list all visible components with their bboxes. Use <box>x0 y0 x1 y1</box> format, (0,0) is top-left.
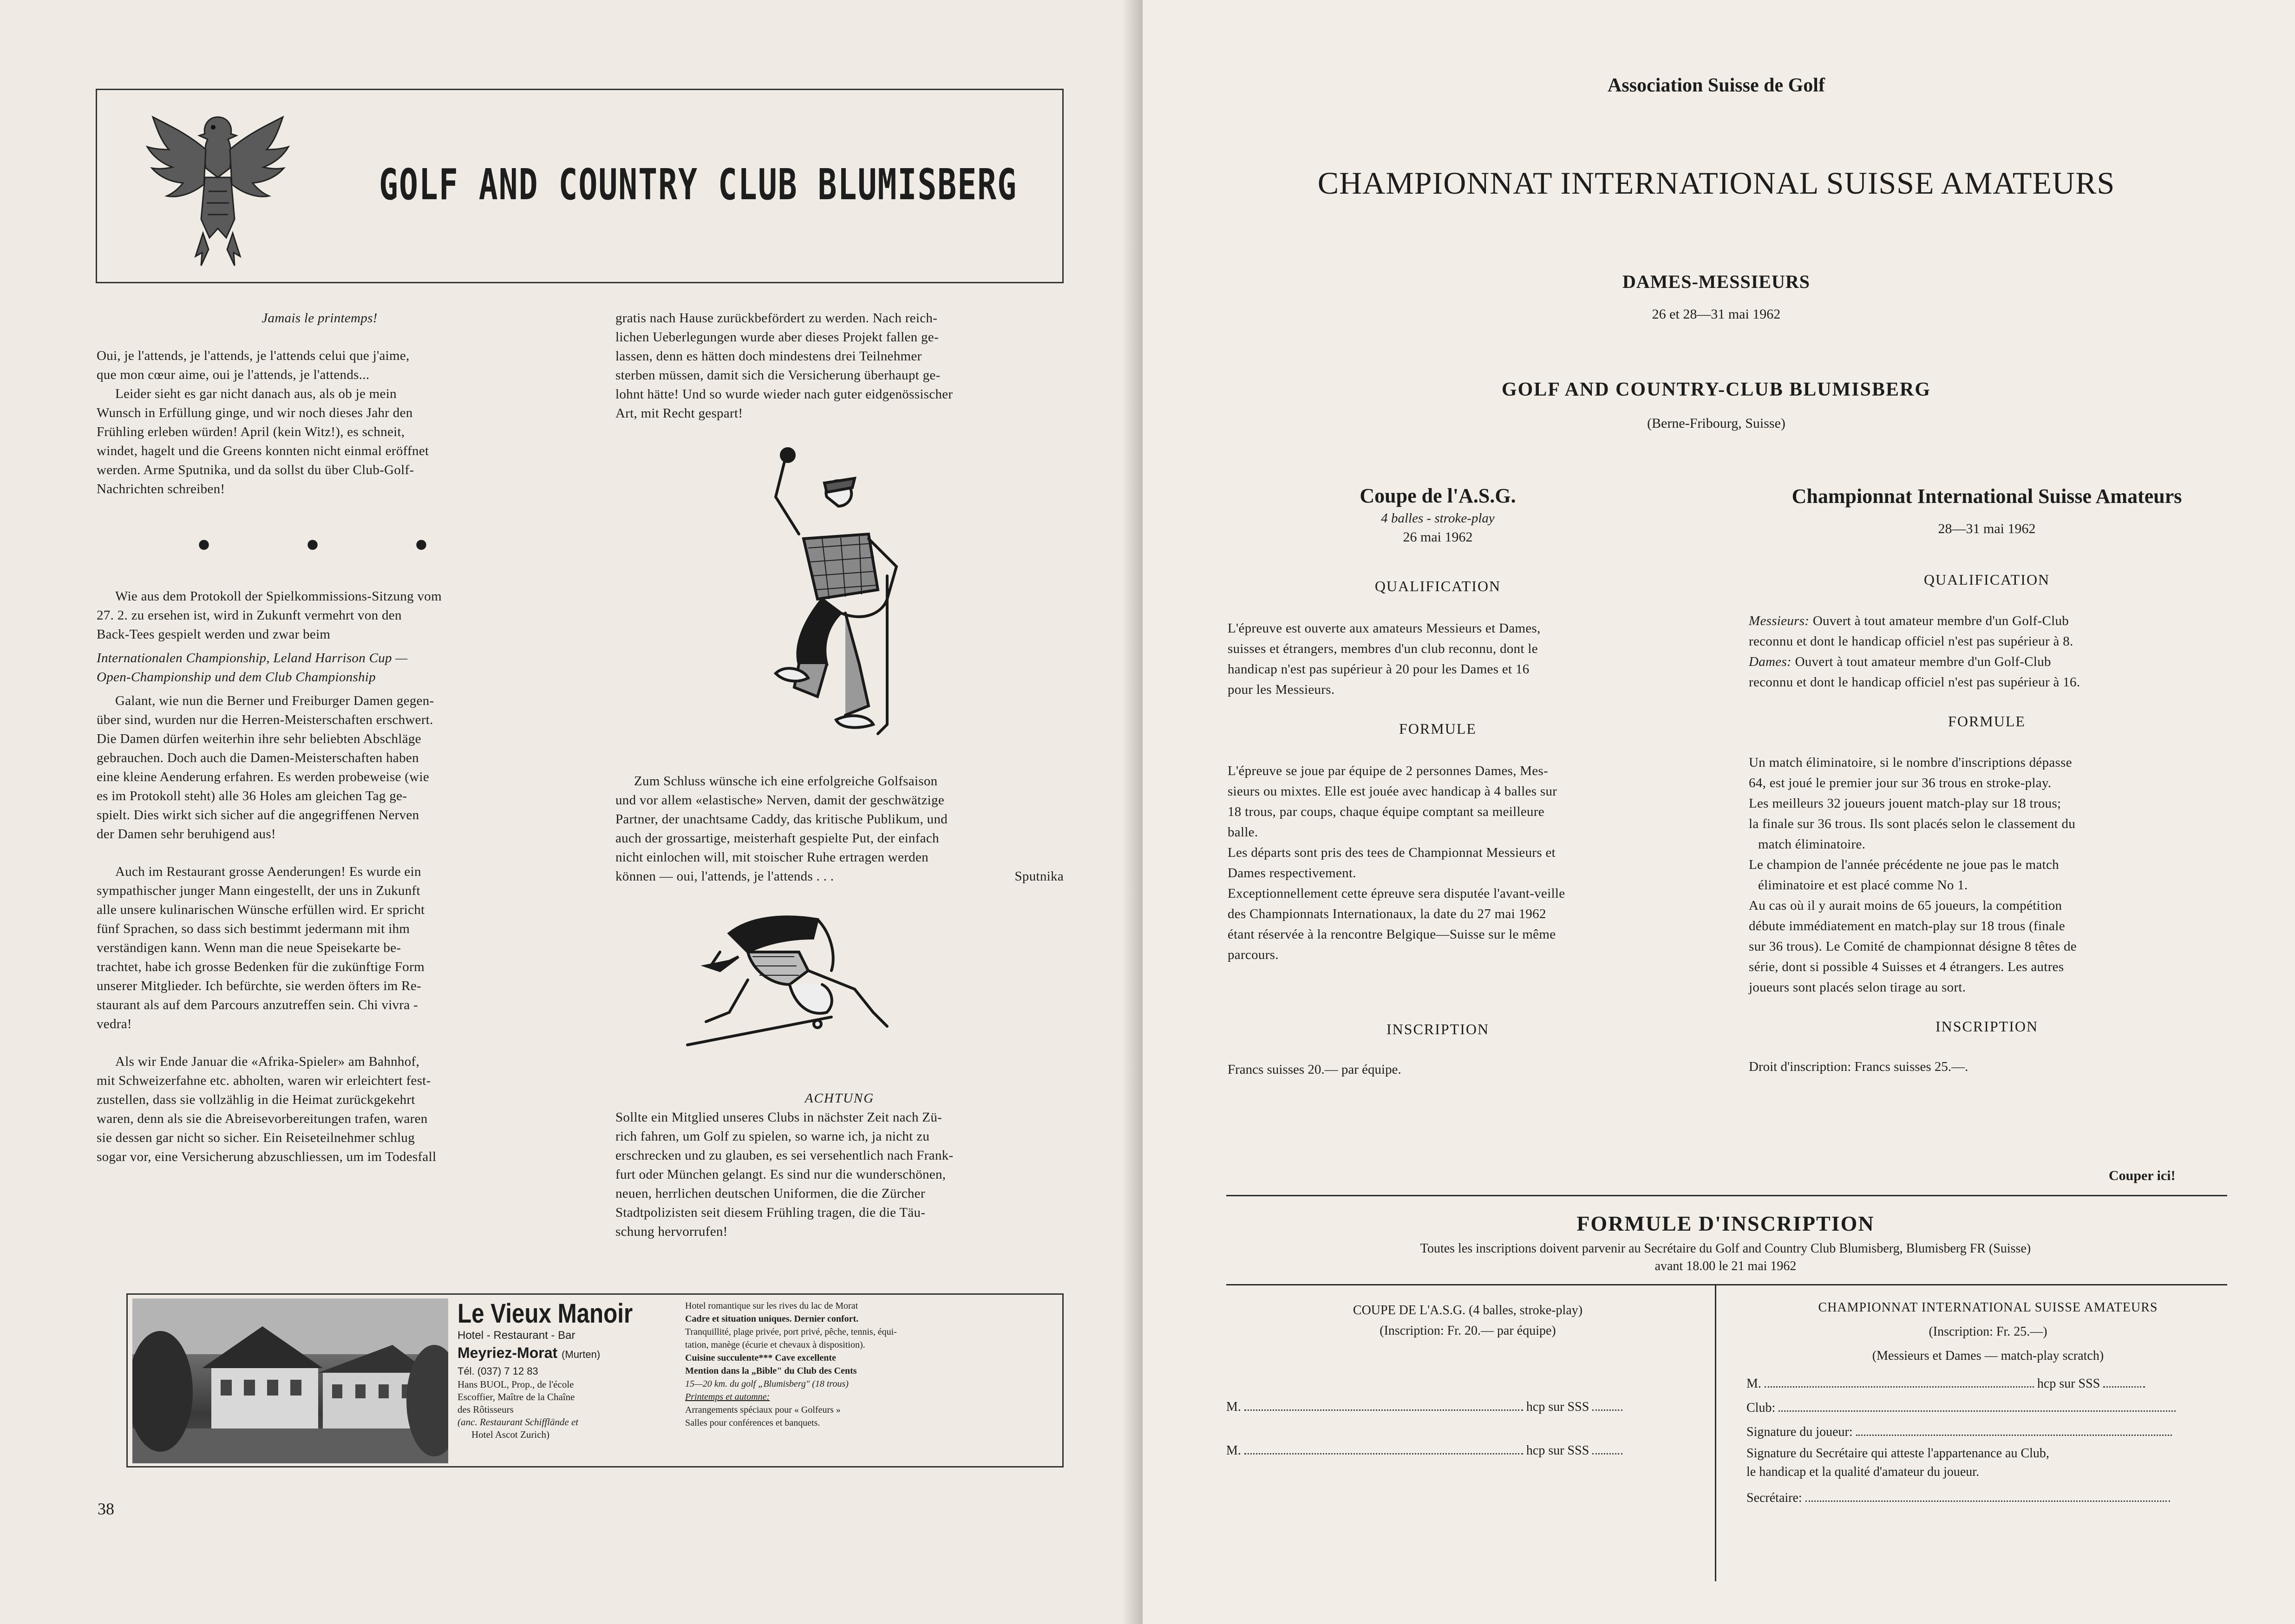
fallen-golfer-cartoon-illustration <box>678 906 966 1063</box>
coupe-subtitle: 4 balles - stroke-play <box>1381 511 1495 526</box>
championnat-inscription-heading: INSCRIPTION <box>1935 1018 2039 1035</box>
left-column-1 <box>97 309 543 1167</box>
golfer-cartoon-illustration <box>748 446 943 743</box>
paragraph: gratis nach Hause zurückbefördert zu werden. Nach reich- lichen Ueberlegungen wurde aber dieses Projekt fallen ge- lassen, denn es hätten doch mindestens drei Teilnehmer sterben müssen, damit sich die Versicherung überhaupt ge- lohnt hätte! Und so wurde wieder nach guter eidgenössischer Art, mit Recht gespart! <box>615 311 953 421</box>
player-1-line[interactable]: M. hcp sur SSS <box>1226 1397 1709 1417</box>
coupe-title: Coupe de l'A.S.G. <box>1360 484 1516 507</box>
championship-title: CHAMPIONNAT INTERNATIONAL SUISSE AMATEURS <box>1317 165 2115 201</box>
page-number: 38 <box>98 1500 114 1518</box>
hotel-description: Hotel romantique sur les rives du lac de Morat Cadre et situation uniques. Dernier confort. Tranquillité, plage privée, port privé, pêche, tennis, équi- tation, manège (écurie et chevaux à disposition). Cuisine succulente*** Cave excellente Mention dans la „Bible" du Club des Cents 15—20 km. du golf „Blumisberg" (18 trous) Printemps et automne: Arrangements spéciaux pour « Golfeurs » Salles pour conférences et banquets. <box>685 1301 897 1428</box>
championnat-title: Championnat International Suisse Amateurs <box>1792 485 2182 508</box>
coupe-date: 26 mai 1962 <box>1403 529 1473 545</box>
association-name: Association Suisse de Golf <box>1608 75 1825 96</box>
championnat-formula-text: Un match éliminatoire, si le nombre d'inscriptions dépasse 64, est joué le premier jour sur 36 trous en stroke-play. Les meilleurs 32 joueurs jouent match-play sur 18 trous; la finale sur 36 trous. Ils sont placés selon le classement du match éliminatoire. Le champion de l'année précédente ne joue pas le match éliminatoire et est placé comme No 1. Au cas où il y aurait moins de 65 joueurs, la compétition débute immédiatement en match-play sur 18 trous (finale sur 36 trous). Le Comité de championnat désigne 8 têtes de série, dont si possible 4 Suisses et 4 étrangers. Les autres joueurs sont placés selon tirage au sort. <box>1749 755 2077 995</box>
form-top-line <box>1226 1284 2227 1285</box>
achtung-heading: ACHTUNG <box>804 1091 875 1106</box>
championnat-column <box>1749 483 2225 1075</box>
championnat-registration-scope: (Messieurs et Dames — match-play scratch) <box>1872 1349 2104 1363</box>
championnat-inscription-text: Droit d'inscription: Francs suisses 25.—. <box>1749 1059 1968 1074</box>
coupe-registration-fee: (Inscription: Fr. 20.— par équipe) <box>1380 1324 1556 1338</box>
coupe-qualification-heading: QUALIFICATION <box>1374 578 1501 594</box>
paragraph: Als wir Ende Januar die «Afrika-Spieler» am Bahnhof, mit Schweizerfahne etc. abholten, waren wir erleichtert fest- zustellen, dass sie vollzählig in die Heimat zurückgekehrt waren, denn als sie die Abreisevorbereitungen trafen, waren sie dessen gar nicht so sicher. Ein Reiseteilnehmer schlug sogar vor, eine Versicherung abzuschliessen, um im Todesfall <box>97 1054 437 1164</box>
closing-paragraph: Zum Schluss wünsche ich eine erfolgreiche Golfsaison und vor allem «elastische» Nerven, damit der geschwätzige Partner, der unachtsame Caddy, das kritische Publikum, und auch der grossartige, meisterhaft gespielte Put, der einfach nicht einlochen will, mit stoischer Ruhe ertragen werden können — oui, l'attends, je l'attends . . . Sputnika <box>615 772 1064 886</box>
venue-region: (Berne-Fribourg, Suisse) <box>1647 416 1785 431</box>
coupe-formula-heading: FORMULE <box>1399 720 1477 737</box>
hotel-type: Hotel - Restaurant - Bar <box>458 1329 575 1342</box>
venue-name: GOLF AND COUNTRY-CLUB BLUMISBERG <box>1501 379 1931 400</box>
player-2-line[interactable]: M. hcp sur SSS <box>1226 1441 1709 1461</box>
hotel-photo <box>132 1298 448 1463</box>
coupe-formula-text: L'épreuve se joue par équipe de 2 personnes Dames, Mes- sieurs ou mixtes. Elle est jouée avec handicap à 4 balles sur 18 trous, par coups, chaque équipe comptant sa meilleure balle. Les départs sont pris des tees de Championnat Messieurs et Dames respectivement. Exceptionnellement cette épreuve sera disputée l'avant-veille des Championnats Internationaux, la date du 27 mai 1962 étant réservée à la rencontre Belgique—Suisse sur le même parcours. <box>1228 763 1565 962</box>
paragraph: Oui, je l'attends, je l'attends, je l'attends celui que j'aime, que mon cœur aime, oui je l'attends, je l'attends... Leider sieht es gar nicht danach aus, als ob je mein Wunsch in Erfüllung ginge, und wir noch dieses Jahr den Frühling erleben würden! April (kein Witz!), es schneit, windet, hagelt und die Greens konnten nicht einmal eröffnet werden. Arme Sputnika, und da sollst du über Club-Golf- Nachrichten schreiben! <box>97 348 429 496</box>
section-dots: • • • <box>196 522 471 568</box>
club-title: GOLF AND COUNTRY CLUB BLUMISBERG <box>379 160 1018 210</box>
registration-form-title: FORMULE D'INSCRIPTION <box>1576 1212 1875 1235</box>
cut-line <box>1226 1195 2227 1196</box>
secretary-signature-line[interactable]: Secrétaire: <box>1746 1486 2230 1510</box>
hotel-owner: Hans BUOL, Prop., de l'école Escoffier, Maître de la Chaîne des Rôtisseurs (anc. Restaurant Schifflände et Hotel Ascot Zurich) <box>458 1379 579 1440</box>
coupe-registration <box>1226 1300 1709 1461</box>
hotel-info: Le Vieux Manoir Hotel - Restaurant - Bar Meyriez-Morat (Murten) Tél. (037) 7 12 83 Hans BUOL, Prop., de l'école Escoffier, Maître de la Chaîne des Rôtisseurs (anc. Restaurant Schifflände et Hotel Ascot Zurich) <box>458 1299 680 1441</box>
player-line[interactable]: M. hcp sur SSS <box>1746 1372 2230 1396</box>
championnat-qualification-text: Messieurs: Ouvert à tout amateur membre d'un Golf-Club reconnu et dont le handicap officiel n'est pas supérieur à 8. Dames: Ouvert à tout amateur membre d'un Golf-Club reconnu et dont le handicap officiel n'est pas supérieur à 16. <box>1749 613 2080 690</box>
eagle-crest-icon <box>144 98 292 275</box>
event-subtitle: DAMES-MESSIEURS <box>1622 271 1810 292</box>
paragraph: Galant, wie nun die Berner und Freiburger Damen gegen- über sind, wurden nur die Herren-Meisterschaften erschwert. Die Damen dürfen weiterhin ihre sehr beliebten Abschläge gebrauchen. Doch auch die Damen-Meisterschaften haben eine kleine Aenderung erfahren. Es werden probeweise (wie es im Protokoll steht) alle 36 Holes am gleichen Tag ge- spielt. Dies wirkt sich sicher auf die angegriffenen Nerven der Damen sehr beruhigend aus! <box>97 693 434 841</box>
signature: Sputnika <box>1014 869 1064 884</box>
championnat-registration <box>1746 1296 2230 1510</box>
paragraph: Auch im Restaurant grosse Aenderungen! Es wurde ein sympathischer junger Mann eingestellt, der uns in Zukunft alle unsere kulinarischen Wünsche erfüllen wird. Er spricht fünf Sprachen, so dass sich bestimmt jedermann mit ihm verständigen kann. Wenn man die neue Speisekarte be- trachtet, habe ich grosse Bedenken für die zukünftige Form unserer Mitglieder. Ich befürchte, sie werden öfters im Re- staurant als auf dem Parcours anzutreffen sein. Chi vivra - vedra! <box>97 864 425 1031</box>
player-signature-line[interactable]: Signature du joueur: <box>1746 1420 2230 1444</box>
coupe-registration-heading: COUPE DE L'A.S.G. (4 balles, stroke-play) <box>1353 1303 1583 1317</box>
secretary-note: Signature du Secrétaire qui atteste l'appartenance au Club, le handicap et la qualité d'amateur du joueur. <box>1746 1446 2049 1479</box>
cut-here-label: Couper ici! <box>2109 1168 2176 1183</box>
left-page <box>0 0 1143 1624</box>
championnat-formula-heading: FORMULE <box>1948 713 2026 730</box>
club-line[interactable]: Club: <box>1746 1396 2230 1420</box>
coupe-inscription-text: Francs suisses 20.— par équipe. <box>1228 1062 1401 1077</box>
registration-note: Toutes les inscriptions doivent parvenir au Secrétaire du Golf and Country Club Blumisberg, Blumisberg FR (Suisse) avant 18.00 le 21 mai 1962 <box>1420 1241 2031 1273</box>
form-divider <box>1715 1284 1716 1581</box>
hotel-town: Meyriez-Morat <box>458 1344 558 1361</box>
championnat-registration-heading: CHAMPIONNAT INTERNATIONAL SUISSE AMATEURS <box>1818 1300 2158 1315</box>
coupe-inscription-heading: INSCRIPTION <box>1386 1021 1490 1037</box>
right-page <box>1143 0 2295 1624</box>
coupe-column <box>1228 483 1648 1077</box>
hotel-advertisement <box>126 1293 1064 1467</box>
hotel-phone: Tél. (037) 7 12 83 <box>458 1365 538 1377</box>
championnat-qualification-heading: QUALIFICATION <box>1923 571 2050 588</box>
paragraph: Wie aus dem Protokoll der Spielkommissions-Sitzung vom 27. 2. zu ersehen ist, wird in Zukunft vermehrt von den Back-Tees gespielt werden und zwar beim <box>97 589 442 642</box>
championnat-registration-fee: (Inscription: Fr. 25.—) <box>1929 1324 2047 1339</box>
coupe-qualification-text: L'épreuve est ouverte aux amateurs Messieurs et Dames, suisses et étrangers, membres d'un club reconnu, dont le handicap n'est pas supérieur à 20 pour les Dames et 16 pour les Messieurs. <box>1228 621 1541 697</box>
article-heading: Jamais le printemps! <box>262 311 378 326</box>
club-header-box <box>96 89 1064 283</box>
left-column-2 <box>615 309 1064 423</box>
paragraph-italic: Internationalen Championship, Leland Harrison Cup — Open-Championship und dem Club Championship <box>97 651 408 685</box>
championnat-date: 28—31 mai 1962 <box>1938 521 2036 536</box>
hotel-name: Le Vieux Manoir <box>458 1298 633 1329</box>
achtung-section: ACHTUNG Sollte ein Mitglied unseres Clubs in nächster Zeit nach Zü- rich fahren, um Golf zu spielen, so warne ich, ja nicht zu erschrecken und zu glauben, es sei versehentlich nach Frank- furt oder München gelangt. Es sind nur die wunderschönen, neuen, herrlichen deutschen Uniformen, die die Zürcher Stadtpolizisten seit diesem Frühling tragen, die die Täu- schung hervorrufen! <box>615 1089 1064 1241</box>
event-dates: 26 et 28—31 mai 1962 <box>1652 307 1781 322</box>
